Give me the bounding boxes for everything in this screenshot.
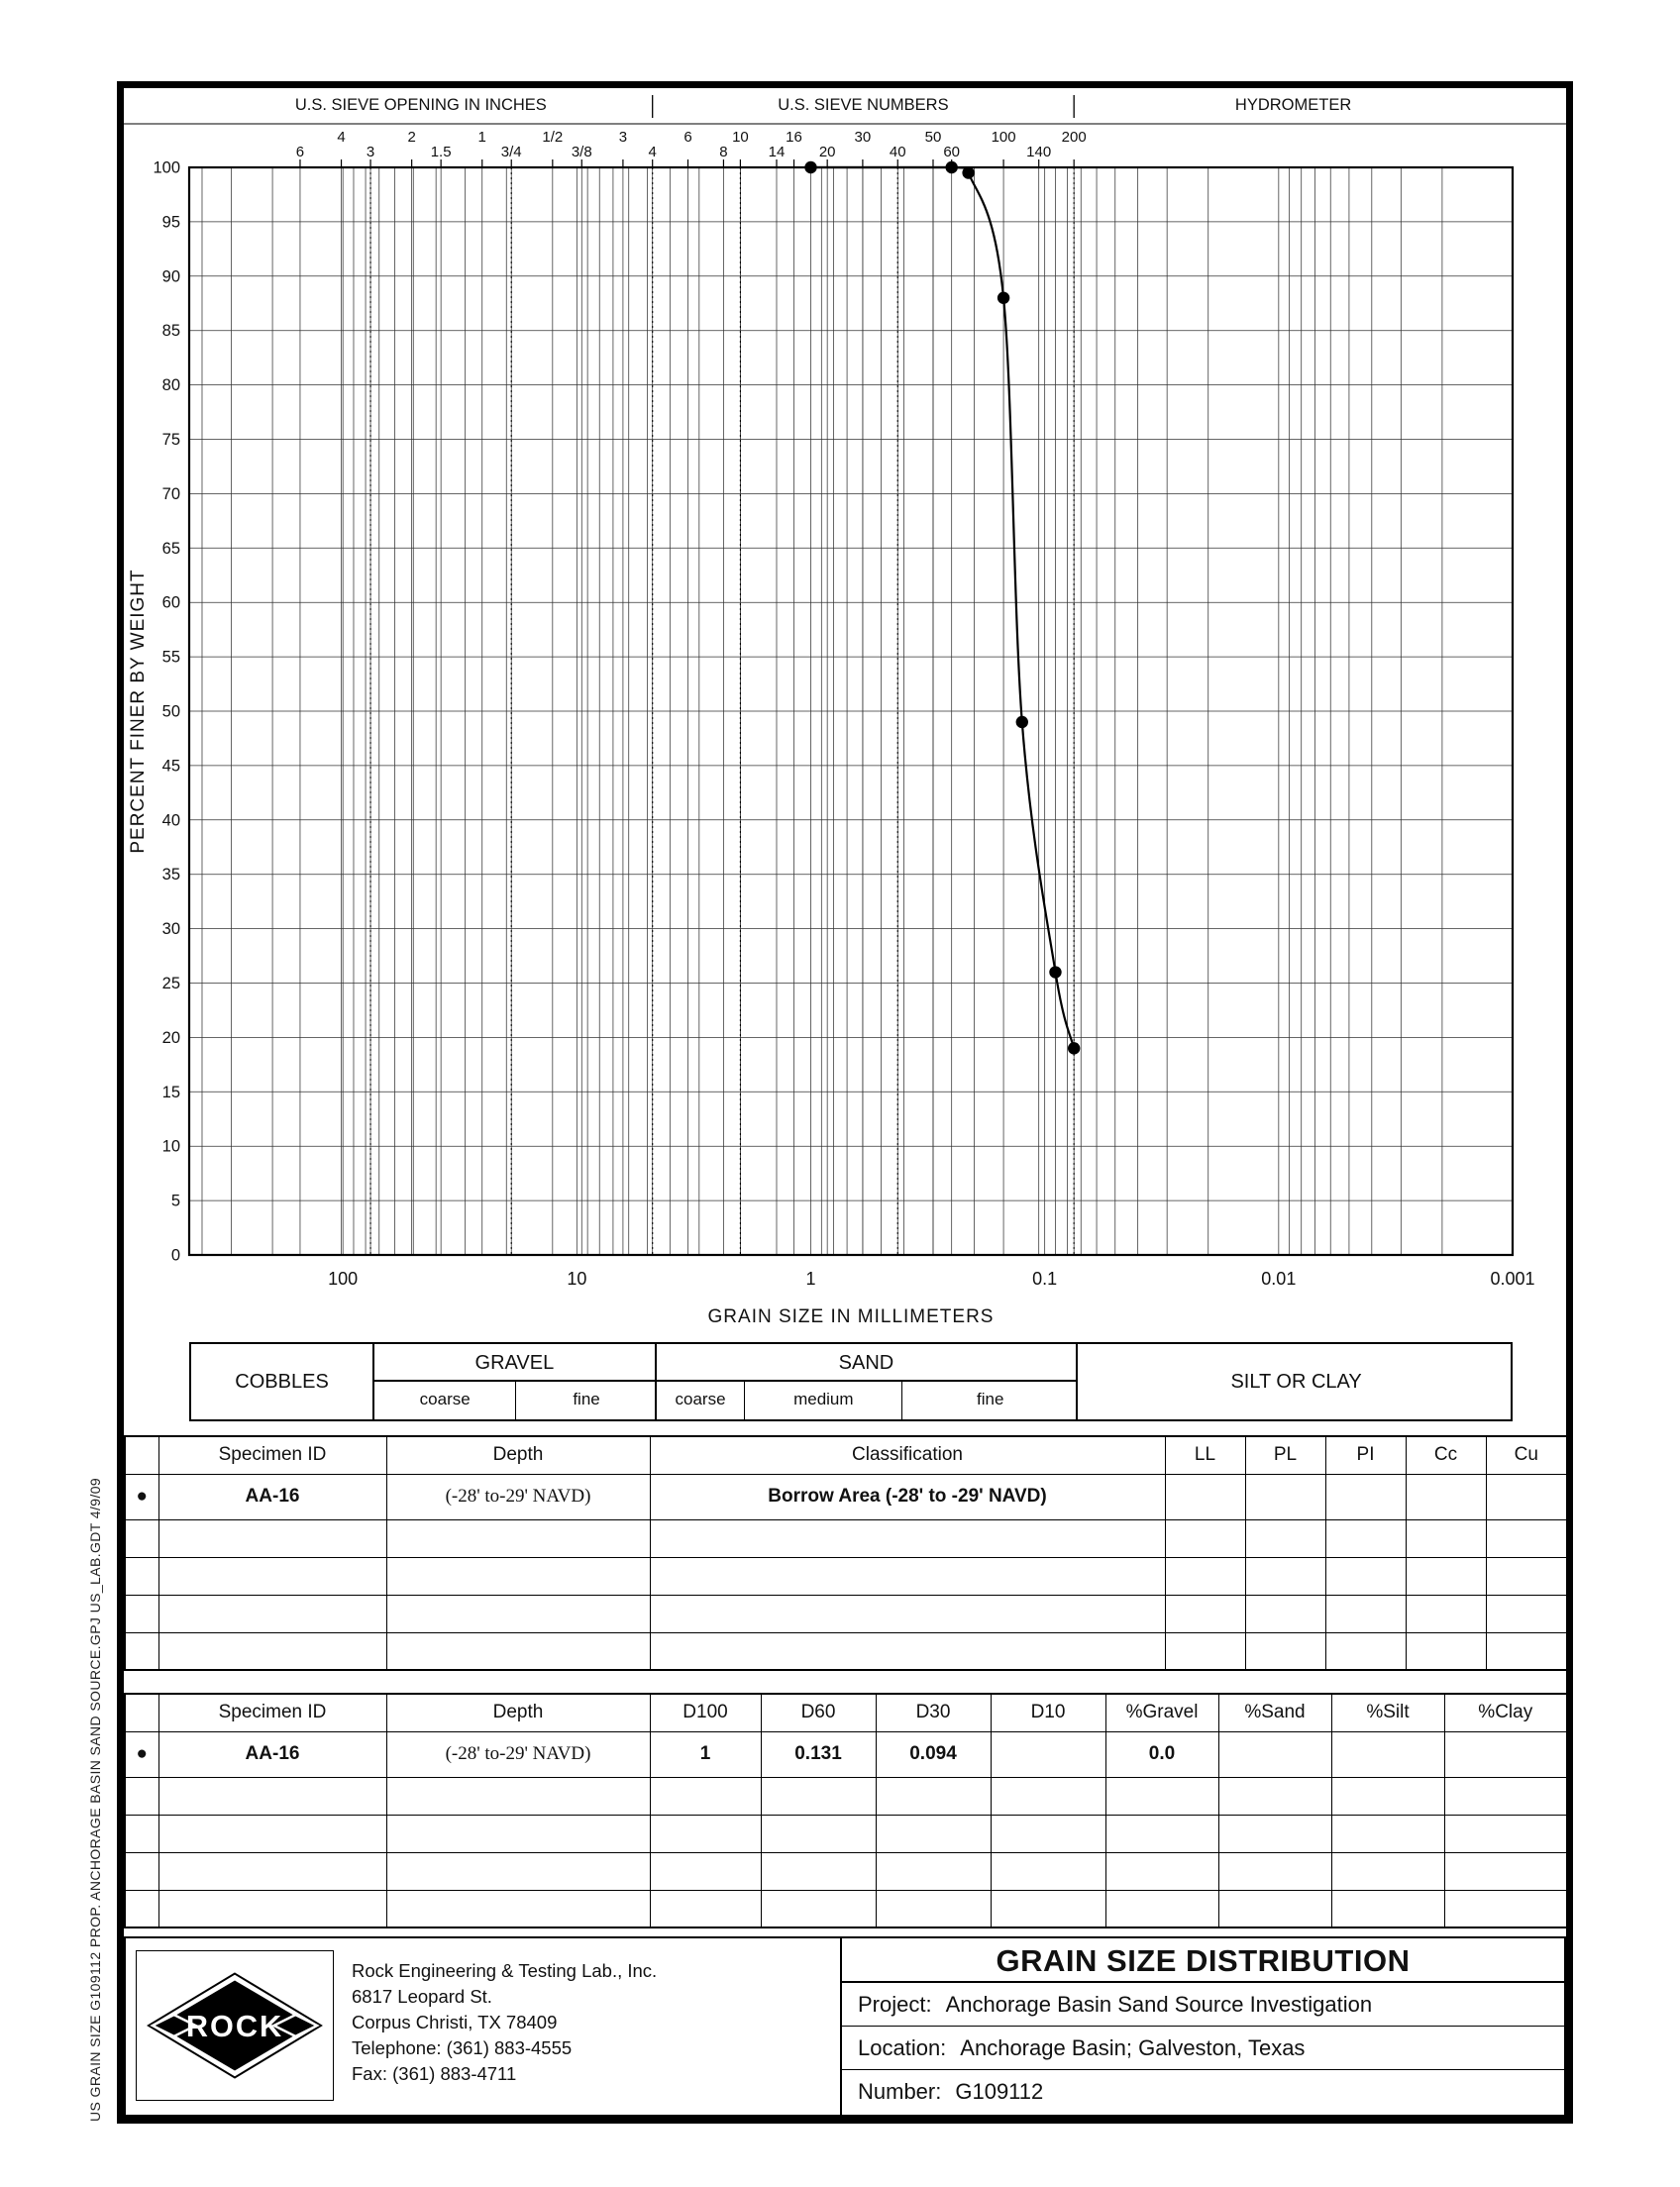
sieve-number-label: 30 <box>854 129 872 146</box>
col-header-d60: D60 <box>761 1694 876 1731</box>
y-tick-label: 25 <box>161 975 180 992</box>
sieve-number-label: 50 <box>924 129 942 146</box>
sieve-inch-label: 3/8 <box>571 144 592 160</box>
empty-row <box>125 1777 1567 1815</box>
location-value: Anchorage Basin; Galveston, Texas <box>960 2034 1306 2060</box>
empty-row <box>125 1815 1567 1852</box>
sieve-inch-label: 6 <box>295 144 305 160</box>
y-tick-label: 10 <box>161 1137 180 1156</box>
value-d30: 0.094 <box>876 1731 991 1777</box>
x-decade-label: 1 <box>805 1269 816 1289</box>
value-cu <box>1486 1474 1567 1519</box>
row-marker: ● <box>125 1731 158 1777</box>
x-axis-tick-labels <box>328 1269 1534 1289</box>
specimen-depth: (-28' to-29' NAVD) <box>386 1474 650 1519</box>
number-label: Number: <box>858 2079 942 2104</box>
x-decade-label: 10 <box>567 1269 587 1289</box>
y-axis-title: PERCENT FINER BY WEIGHT <box>128 569 149 854</box>
y-tick-label: 35 <box>161 866 180 885</box>
col-header-pct-sand: %Sand <box>1218 1694 1331 1731</box>
empty-row <box>125 1632 1567 1670</box>
project-value: Anchorage Basin Sand Source Investigation <box>945 1991 1373 2017</box>
fraction-gravel <box>372 1344 655 1419</box>
value-d100: 1 <box>650 1731 761 1777</box>
fraction-group-label: SAND <box>657 1344 1077 1382</box>
x-decade-label: 0.001 <box>1490 1269 1535 1289</box>
grid-lines <box>189 167 1513 1255</box>
data-point-marker <box>1068 1042 1080 1054</box>
location-row <box>842 2027 1564 2070</box>
fraction-sub-row <box>374 1382 655 1419</box>
y-tick-label: 15 <box>161 1083 180 1101</box>
y-tick-label: 40 <box>161 811 180 830</box>
y-tick-label: 60 <box>161 593 180 612</box>
fraction-group-label: SILT OR CLAY <box>1230 1370 1362 1393</box>
col-header-pct-clay: %Clay <box>1444 1694 1567 1731</box>
gradation-data-row <box>125 1731 1567 1777</box>
company-panel <box>126 1938 842 2115</box>
y-tick-label: 75 <box>161 431 180 449</box>
sieve-number-label: 14 <box>768 144 786 160</box>
sieve-number-label: 200 <box>1061 129 1087 146</box>
value-pct-silt <box>1331 1731 1444 1777</box>
fraction-sub-label: coarse <box>675 1390 726 1408</box>
report-title: GRAIN SIZE DISTRIBUTION <box>842 1938 1564 1983</box>
y-tick-label: 100 <box>153 158 180 177</box>
col-header-pl: PL <box>1245 1436 1325 1474</box>
col-header-cc: Cc <box>1406 1436 1486 1474</box>
rock-logo-diamond-icon <box>147 1971 323 2080</box>
col-header-d30: D30 <box>876 1694 991 1731</box>
report-frame-inner <box>124 88 1566 2117</box>
y-tick-label: 90 <box>161 267 180 286</box>
sieve-number-label: 4 <box>648 144 657 160</box>
empty-row <box>125 1595 1567 1632</box>
fraction-sub-row <box>657 1382 1077 1419</box>
y-tick-label: 30 <box>161 920 180 939</box>
company-fax: Fax: (361) 883-4711 <box>352 2063 517 2084</box>
fraction-group-label: COBBLES <box>235 1370 329 1393</box>
sieve-number-label: 40 <box>889 144 906 160</box>
sieve-size-labels <box>296 129 1087 167</box>
x-axis-title: GRAIN SIZE IN MILLIMETERS <box>707 1306 995 1326</box>
col-header-classification: Classification <box>650 1436 1165 1474</box>
y-tick-label: 80 <box>161 376 180 395</box>
sieve-inch-label: 1.5 <box>430 144 452 160</box>
sieve-inch-label: 2 <box>407 129 416 146</box>
empty-row <box>125 1890 1567 1927</box>
company-address <box>352 1950 657 2115</box>
col-header-pi: PI <box>1325 1436 1406 1474</box>
y-tick-label: 20 <box>161 1028 180 1047</box>
sieve-number-label: 8 <box>719 144 728 160</box>
x-decade-label: 0.1 <box>1032 1269 1058 1289</box>
gradation-curve <box>811 167 1075 1048</box>
value-ll <box>1165 1474 1245 1519</box>
sieve-number-label: 100 <box>991 129 1016 146</box>
y-tick-label: 5 <box>170 1192 180 1210</box>
rock-logo-text: ROCK <box>185 2009 284 2043</box>
sieve-number-label: 140 <box>1026 144 1052 160</box>
y-tick-label: 70 <box>161 484 180 503</box>
fraction-sub-label: coarse <box>419 1390 471 1408</box>
x-decade-label: 100 <box>328 1269 359 1289</box>
col-header-depth: Depth <box>386 1436 650 1474</box>
data-point-marker <box>945 161 957 173</box>
classification-header-row <box>125 1436 1567 1474</box>
sieve-number-label: 16 <box>786 129 802 146</box>
fraction-sub-label: fine <box>515 1382 657 1419</box>
col-header-cu: Cu <box>1486 1436 1567 1474</box>
company-telephone: Telephone: (361) 883-4555 <box>352 2037 573 2058</box>
value-pct-clay <box>1444 1731 1567 1777</box>
value-pct-sand <box>1218 1731 1331 1777</box>
col-header-specimen-id: Specimen ID <box>158 1694 386 1731</box>
empty-row <box>125 1557 1567 1595</box>
col-header-pct-gravel: %Gravel <box>1105 1694 1218 1731</box>
specimen-classification: Borrow Area (-28' to -29' NAVD) <box>650 1474 1165 1519</box>
sieve-inch-label: 3 <box>366 144 375 160</box>
fraction-silt-or-clay <box>1076 1344 1515 1419</box>
project-panel <box>842 1938 1564 2115</box>
gradation-header-row <box>125 1694 1567 1731</box>
file-stamp-vertical-text: US GRAIN SIZE G109112 PROP. ANCHORAGE BASIN SAND SOURCE.GPJ US_LAB.GDT 4/9/09 <box>87 1477 103 2122</box>
grain-size-distribution-chart <box>124 88 1566 1326</box>
axis-group-header: U.S. SIEVE OPENING IN INCHES <box>294 96 547 114</box>
number-row <box>842 2070 1564 2114</box>
report-frame <box>117 81 1573 2124</box>
col-header-d10: D10 <box>991 1694 1105 1731</box>
title-block <box>124 1936 1566 2117</box>
fraction-sub-label: fine <box>901 1382 1078 1419</box>
fraction-cobbles <box>191 1344 372 1419</box>
value-pct-gravel: 0.0 <box>1105 1731 1218 1777</box>
y-axis-tick-labels <box>153 159 180 1265</box>
project-row <box>842 1983 1564 2027</box>
y-tick-label: 45 <box>161 757 180 776</box>
specimen-id: AA-16 <box>158 1731 386 1777</box>
data-point-marker <box>1016 716 1028 728</box>
value-pl <box>1245 1474 1325 1519</box>
sieve-inch-label: 1 <box>477 129 486 146</box>
empty-row <box>125 1852 1567 1890</box>
col-header-d100: D100 <box>650 1694 761 1731</box>
fraction-group-label: GRAVEL <box>374 1344 655 1382</box>
project-label: Project: <box>858 1991 932 2017</box>
company-city: Corpus Christi, TX 78409 <box>352 2012 558 2032</box>
sieve-number-label: 6 <box>683 129 692 146</box>
sieve-inch-label: 3/4 <box>500 144 522 160</box>
classification-data-row <box>125 1474 1567 1519</box>
sieve-number-label: 60 <box>943 144 961 160</box>
fraction-sand <box>655 1344 1077 1419</box>
row-marker: ● <box>125 1474 158 1519</box>
empty-row <box>125 1519 1567 1557</box>
number-value: G109112 <box>955 2079 1044 2104</box>
col-header-ll: LL <box>1165 1436 1245 1474</box>
col-header-pct-silt: %Silt <box>1331 1694 1444 1731</box>
company-name: Rock Engineering & Testing Lab., Inc. <box>352 1960 658 1981</box>
x-decade-label: 0.01 <box>1261 1269 1297 1289</box>
sieve-number-label: 3 <box>618 129 628 146</box>
data-point-marker <box>1049 966 1061 978</box>
value-d10 <box>991 1731 1105 1777</box>
fraction-sub-label: medium <box>744 1382 901 1419</box>
y-tick-label: 50 <box>161 702 180 721</box>
y-tick-label: 0 <box>170 1246 180 1265</box>
y-tick-label: 55 <box>161 648 180 667</box>
col-header-depth: Depth <box>386 1694 650 1731</box>
rock-logo <box>136 1950 334 2101</box>
col-header-specimen-id: Specimen ID <box>158 1436 386 1474</box>
y-tick-label: 65 <box>161 539 180 558</box>
location-label: Location: <box>858 2034 947 2060</box>
axis-group-header: HYDROMETER <box>1234 96 1352 114</box>
axis-group-headers <box>124 95 1566 124</box>
sieve-number-label: 20 <box>818 144 836 160</box>
value-pi <box>1325 1474 1406 1519</box>
data-point-marker <box>962 166 974 178</box>
data-point-marker <box>804 161 816 173</box>
sieve-inch-label: 4 <box>337 129 346 146</box>
sieve-number-label: 10 <box>732 129 749 146</box>
sieve-inch-label: 1/2 <box>542 129 564 146</box>
gradation-values-table <box>124 1693 1568 1928</box>
axis-group-header: U.S. SIEVE NUMBERS <box>778 96 949 114</box>
value-d60: 0.131 <box>761 1731 876 1777</box>
specimen-depth: (-28' to-29' NAVD) <box>386 1731 650 1777</box>
classification-table <box>124 1435 1568 1671</box>
value-cc <box>1406 1474 1486 1519</box>
company-street: 6817 Leopard St. <box>352 1986 492 2007</box>
y-tick-label: 85 <box>161 322 180 341</box>
y-tick-label: 95 <box>161 213 180 232</box>
data-point-marker <box>998 292 1009 304</box>
soil-fraction-strip <box>189 1342 1513 1421</box>
specimen-id: AA-16 <box>158 1474 386 1519</box>
